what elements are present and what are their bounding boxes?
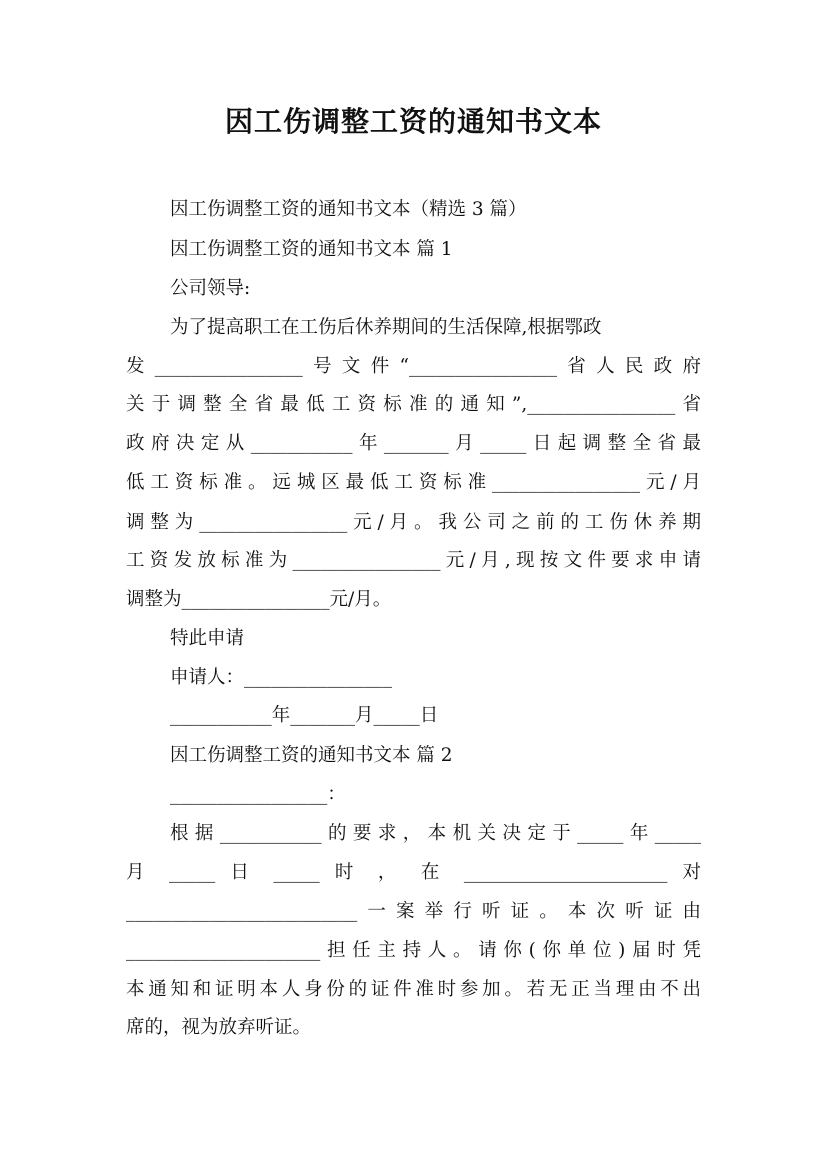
paragraph-line: _________________________一案举行听证。本次听证由 xyxy=(126,901,701,922)
paragraph-line: 关于调整全省最低工资标准的通知”,________________省 xyxy=(126,394,701,415)
paragraph-line: 发________________号文件“________________省人民政府 xyxy=(126,356,701,377)
section-heading-1: 因工伤调整工资的通知书文本 篇 1 xyxy=(170,239,453,260)
paragraph-line: 低工资标准。远城区最低工资标准________________元/月 xyxy=(126,472,701,493)
salutation: 公司领导: xyxy=(170,278,251,299)
paragraph-line: 根据___________的要求，本机关决定于_____年_____ xyxy=(170,823,701,844)
section-heading-2: 因工伤调整工资的通知书文本 篇 2 xyxy=(170,745,453,766)
paragraph-line: 政府决定从___________年_______月_____日起调整全省最 xyxy=(126,433,701,454)
paragraph-line: 调整为________________元/月。我公司之前的工伤休养期 xyxy=(126,512,701,533)
paragraph-line: 为了提高职工在工伤后休养期间的生活保障,根据鄂政 xyxy=(170,317,602,338)
closing-line: 特此申请 xyxy=(170,628,245,649)
paragraph-line: _____________________担任主持人。请你(你单位)届时凭 xyxy=(126,940,701,961)
date-line: ___________年_______月_____日 xyxy=(170,705,439,726)
paragraph-line: 月 _____ 日 _____ 时 ， 在 ______________________ 对 xyxy=(126,862,701,883)
subtitle-line: 因工伤调整工资的通知书文本（精选 3 篇） xyxy=(170,199,527,220)
paragraph-line: 席的，视为放弃听证。 xyxy=(126,1017,312,1038)
paragraph-line: 调整为________________元/月。 xyxy=(126,589,392,610)
document-title: 因工伤调整工资的通知书文本 xyxy=(224,105,602,138)
paragraph-line: 工资发放标准为________________元/月,现按文件要求申请 xyxy=(126,550,701,571)
paragraph-line: 本通知和证明本人身份的证件准时参加。若无正当理由不出 xyxy=(126,979,701,1000)
applicant-line: 申请人：________________ xyxy=(170,667,393,688)
addressee-line: _________________： xyxy=(170,784,346,805)
